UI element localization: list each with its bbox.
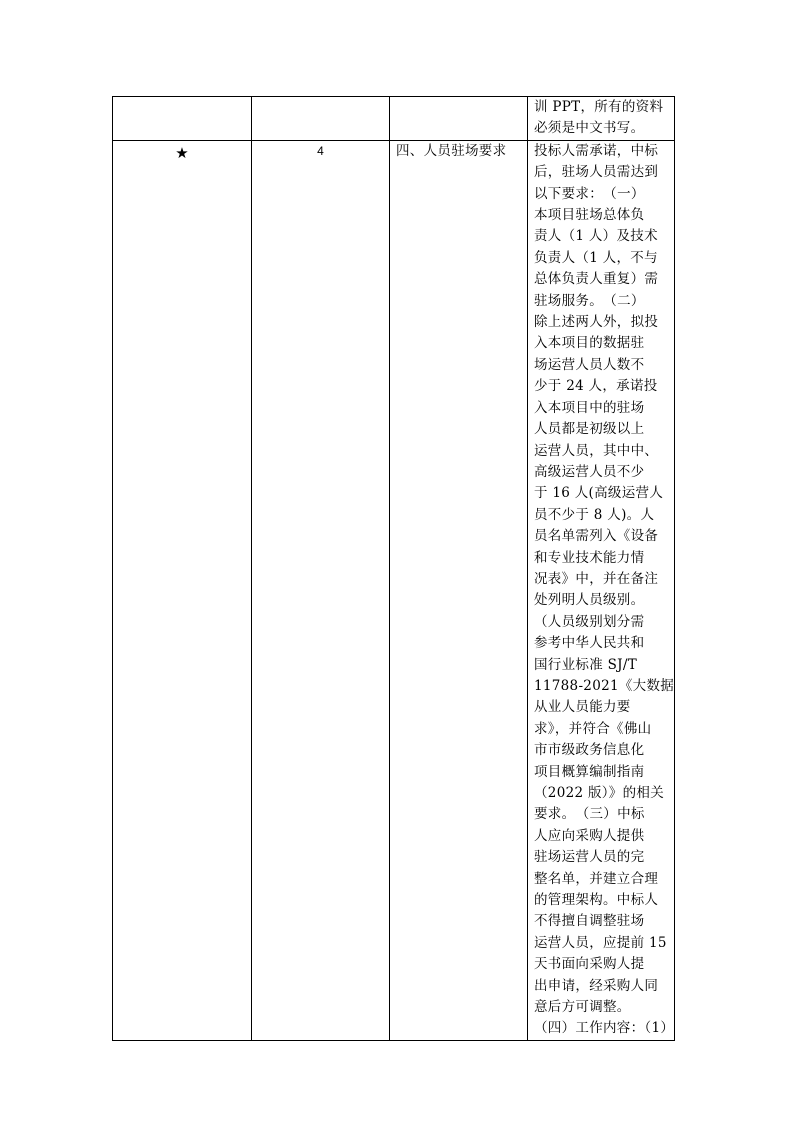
content-line: 和专业技术能力情 [534, 549, 645, 566]
content-line: 于 16 人(高级运营人 [534, 485, 664, 502]
content-line: 驻场运营人员的完 [534, 849, 645, 866]
content-line: 出申请，经采购人同 [534, 977, 659, 994]
content-line: 运营人员，应提前 15 [534, 934, 667, 951]
requirements-table [112, 96, 675, 1041]
content-line: 后，驻场人员需达到 [534, 164, 659, 181]
content-line: 人员都是初级以上 [534, 421, 645, 438]
content-line: 入本项目的数据驻 [534, 335, 645, 352]
content-line: 意后方可调整。 [534, 999, 631, 1016]
content-line: 人应向采购人提供 [534, 827, 645, 844]
content-line: 参考中华人民共和 [534, 635, 645, 652]
item-title: 四、人员驻场要求 [396, 142, 507, 159]
content-line: 总体负责人重复）需 [534, 271, 659, 288]
content-line: 要求。 （三）中标 [534, 806, 645, 823]
item-cell [390, 97, 528, 141]
number-cell [252, 97, 390, 141]
content-line: 投标人需承诺，中标 [534, 142, 659, 159]
content-line: 运营人员，其中中、 [534, 442, 659, 459]
content-line: 必须是中文书写。 [534, 120, 645, 137]
content-line: 本项目驻场总体负 [534, 207, 645, 224]
content-line: 责人（1 人）及技术 [534, 228, 658, 245]
content-line: （人员级别划分需 [534, 613, 645, 630]
content-line: 负责人（1 人，不与 [534, 249, 658, 266]
content-line: 驻场服务。 （二） [534, 292, 645, 309]
star-icon: ★ [175, 143, 189, 162]
item-cell [390, 140, 528, 1040]
content-line: 况表》中，并在备注 [534, 570, 659, 587]
number-cell [252, 140, 390, 1040]
content-line: 处列明人员级别。 [534, 592, 645, 609]
content-line: 市市级政务信息化 [534, 742, 645, 759]
table-row [113, 140, 675, 1040]
content-line: 高级运营人员不少 [534, 463, 645, 480]
content-line: 求》，并符合《佛山 [534, 720, 652, 737]
content-line: 11788-2021《大数据 [534, 677, 675, 694]
content-line: 项目概算编制指南 [534, 763, 645, 780]
content-line: 天书面向采购人提 [534, 956, 645, 973]
content-line: 的管理架构。中标人 [534, 892, 659, 909]
content-line: （四）工作内容：（1） [534, 1020, 675, 1037]
content-line: 员名单需列入《设备 [534, 528, 659, 545]
item-number: 4 [317, 143, 324, 158]
content-line: 除上述两人外，拟投 [534, 314, 659, 331]
content-line: 员不少于 8 人)。人 [534, 506, 655, 523]
content-line: 少于 24 人，承诺投 [534, 378, 658, 395]
mark-cell [113, 140, 252, 1040]
content-cell [528, 97, 675, 141]
content-line: 整名单，并建立合理 [534, 870, 659, 887]
content-line: 以下要求： （一） [534, 185, 645, 202]
content-line: 入本项目中的驻场 [534, 399, 645, 416]
content-line: 不得擅自调整驻场 [534, 913, 645, 930]
mark-cell [113, 97, 252, 141]
content-line: 国行业标准 SJ/T [534, 656, 638, 673]
content-cell [528, 140, 675, 1040]
content-line: 场运营人员人数不 [534, 356, 645, 373]
content-line: 从业人员能力要 [534, 699, 631, 716]
table-row [113, 97, 675, 141]
content-line: 训 PPT，所有的资料 [534, 99, 664, 115]
content-line: （2022 版）》的相关 [534, 785, 664, 801]
